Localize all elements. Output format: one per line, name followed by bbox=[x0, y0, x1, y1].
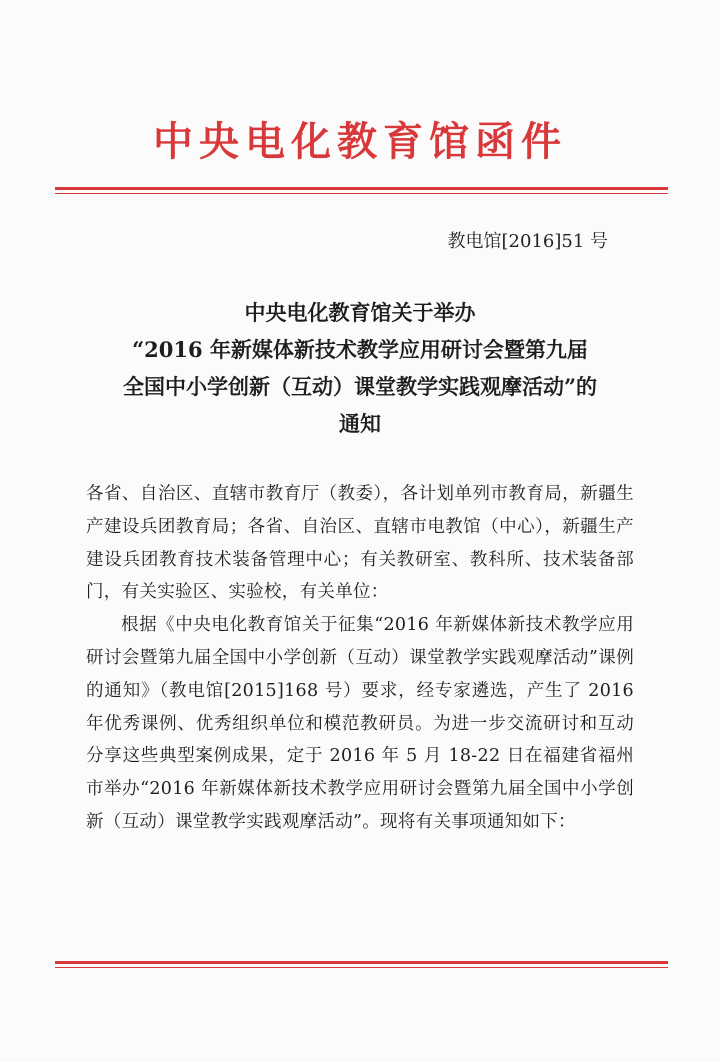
letterhead-title: 中央电化教育馆函件 bbox=[153, 119, 567, 165]
notice-title bbox=[60, 294, 660, 442]
notice-title-line: 中央电化教育馆关于举办 bbox=[244, 300, 476, 325]
footer-rule-thin bbox=[55, 967, 668, 968]
body-paragraph: 根据《中央电化教育馆关于征集“2016 年新媒体新技术教学应用研讨会暨第九届全国中小学创新（互动）课堂教学实践观摩活动”课例的通知》（教电馆[2015]168 号）要求，经专家遴选，产生了 2016 年优秀课例、优秀组织单位和模范教研员。为进一步交流研讨和互动分享这些典型案例成果，定于 2016 年 5 月 18-22 日在福建省福州市举办“2016 年新媒体新技术教学应用研讨会暨第九届全国中小学创新（互动）课堂教学实践观摩活动”。现将有关事项通知如下： bbox=[86, 615, 634, 832]
letterhead-rule-thin bbox=[55, 193, 668, 194]
footer-rule-thick bbox=[55, 961, 668, 964]
notice-title-line: 通知 bbox=[339, 411, 381, 436]
notice-title-line: “2016 年新媒体新技术教学应用研讨会暨第九届 bbox=[132, 337, 588, 362]
document-number: 教电馆[2016]51 号 bbox=[447, 231, 608, 252]
notice-title-line: 全国中小学创新（互动）课堂教学实践观摩活动”的 bbox=[122, 374, 598, 399]
letterhead-rule-thick bbox=[55, 187, 668, 190]
notice-body bbox=[86, 478, 634, 839]
addressee: 各省、自治区、直辖市教育厅（教委），各计划单列市教育局，新疆生产建设兵团教育局；各省、自治区、直辖市电教馆（中心），新疆生产建设兵团教育技术装备管理中心；有关教研室、教科所、技术装备部门，有关实验区、实验校，有关单位： bbox=[86, 484, 634, 603]
